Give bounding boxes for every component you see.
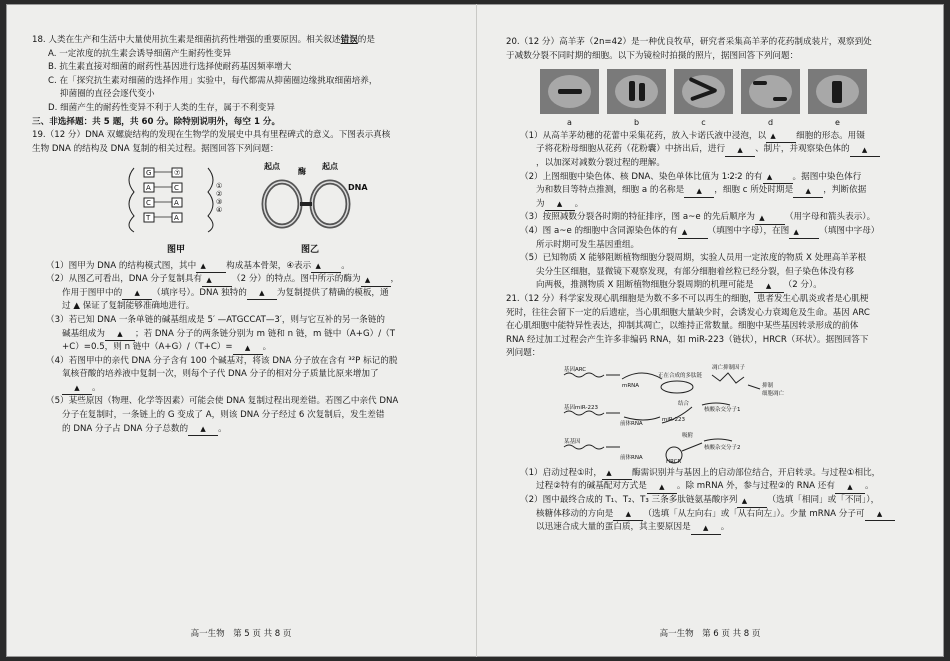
exam-sheet bbox=[6, 4, 944, 657]
q19-figures bbox=[116, 160, 462, 257]
q19-5-cont2: 的 DNA 分子占 DNA 分子总数的 ▲ 。 bbox=[32, 423, 462, 437]
q21-2: （2）图中最终合成的 T₁、T₂、T₃ 三条多肽链氨基酸序列 ▲ （选填「相同」或「不同」）， bbox=[506, 494, 922, 508]
page-left bbox=[6, 4, 476, 657]
figure-a-label: 图甲 bbox=[166, 244, 185, 255]
svg-text:细胞凋亡: 细胞凋亡 bbox=[762, 390, 785, 397]
svg-text:mRNA: mRNA bbox=[622, 382, 640, 389]
q20-1-cont: 子将花粉母细胞从花药（花粉囊）中挤出后，进行 ▲ 、制片，并观察染色体的 ▲ bbox=[506, 143, 922, 157]
page-footer-left: 高一生物 第 5 页 共 8 页 bbox=[190, 629, 292, 639]
q18-option-c: C. 在「探究抗生素对细菌的选择作用」实验中，每代都需从抑菌圈边缘挑取细菌培养， bbox=[48, 75, 378, 86]
svg-text:凋亡抑制因子: 凋亡抑制因子 bbox=[712, 364, 746, 371]
svg-text:T: T bbox=[146, 214, 151, 223]
q19-1: （1）图甲为 DNA 的结构模式图，其中 ▲ 构成基本骨架，④表示 ▲ 。 bbox=[32, 260, 462, 274]
q20-stem: 20.（12 分）高羊茅（2n=42）是一种优良牧草，研究者采集高羊茅的花药制成装片，观察到处 bbox=[506, 37, 872, 47]
q20-4-cont: 所示时期可发生基因重组。 bbox=[536, 239, 640, 250]
dna-replication-diagram bbox=[250, 160, 370, 238]
q20-2-cont2: 为 ▲ 。 bbox=[506, 198, 922, 212]
q19-4-cont2: ▲ 。 bbox=[32, 382, 462, 396]
q20-1: （1）从高羊茅幼穗的花蕾中采集花药，放入卡诺氏液中浸泡，以 ▲ 细胞的形态。用镊 bbox=[506, 130, 922, 144]
svg-text:A: A bbox=[146, 184, 151, 193]
q21-stem-4: RNA 经过加工过程会产生许多非编码 RNA，如 miR-223（链状），HRCR（环状）。据图回答下 bbox=[506, 334, 869, 345]
figure-b-label: 图乙 bbox=[300, 244, 319, 255]
q19-2-cont: 作用于图甲中的 ▲ （填序号）。DNA 独特的 ▲ 为复制提供了精确的模板，通 bbox=[32, 287, 462, 301]
svg-text:起点: 起点 bbox=[322, 162, 338, 172]
page-footer-right: 高一生物 第 6 页 共 8 页 bbox=[659, 629, 761, 639]
svg-text:结合: 结合 bbox=[678, 400, 690, 407]
q20-1-cont2: ，以加深对减数分裂过程的理解。 bbox=[536, 157, 665, 168]
micrograph-b bbox=[607, 69, 666, 114]
svg-text:④: ④ bbox=[216, 206, 223, 215]
q21-1-cont: 过程②特有的碱基配对方式是 ▲ 。除 mRNA 外，参与过程②的 RNA 还有 ▲ 。 bbox=[506, 480, 922, 494]
q20-2-cont: 为和数目等特点推测，细胞 a 的名称是 ▲ ，细胞 c 所处时期是 ▲ ，判断依据 bbox=[506, 184, 922, 198]
q20-5: （5）已知物质 X 能够阻断植物细胞分裂周期，实验人员用一定浓度的物质 X 处理高羊茅根 bbox=[520, 253, 867, 264]
q19-3: （3）若已知 DNA 一条单链的碱基组成是 5′ —ATGCCAT—3′，则与它互补的另一条链的 bbox=[46, 314, 385, 325]
svg-text:②: ② bbox=[216, 190, 223, 199]
q19-3-cont2: +C）=0.5，则 n 链中（A+G）/（T+C）= ▲ 。 bbox=[32, 341, 462, 355]
q21-2-cont: 核糖体移动的方向是 ▲ （选填「从左向右」或「从右向左」）。少量 mRNA 分子可 ▲ bbox=[506, 508, 922, 522]
micrograph-e bbox=[808, 69, 867, 114]
micrograph-row bbox=[540, 69, 922, 114]
svg-text:吸附: 吸附 bbox=[682, 432, 694, 439]
svg-text:核酸杂交分子2: 核酸杂交分子2 bbox=[704, 444, 741, 451]
q19-5: （5）某些原因（物理、化学等因素）可能会使 DNA 复制过程出现差错。若图乙中亲代 DNA bbox=[46, 396, 399, 407]
q20-5-cont: 尖分生区细胞，显微镜下观察发现，有部分细胞着丝粒已经分裂，但子染色体没有移 bbox=[536, 266, 854, 277]
svg-text:A: A bbox=[174, 214, 179, 223]
q18-option-b: B. 抗生素直接对细菌的耐药性基因进行选择使耐药基因频率增大 bbox=[48, 62, 292, 73]
q21-1: （1）启动过程①时， ▲ 酶需识别并与基因上的启动部位结合，开启转录。与过程①相比， bbox=[506, 467, 922, 481]
svg-text:A: A bbox=[174, 199, 179, 208]
svg-text:酶: 酶 bbox=[298, 167, 306, 177]
q21-2-cont2: 以迅速合成大量的蛋白质，其主要原因是 ▲ 。 bbox=[506, 521, 922, 535]
section-3-heading: 三、非选择题：共 5 题，共 60 分。除特别说明外，每空 1 分。 bbox=[32, 116, 281, 127]
micrograph-a bbox=[540, 69, 599, 114]
svg-text:前体RNA: 前体RNA bbox=[620, 420, 643, 427]
q19-4-cont: 氧核苷酸的培养液中复制一次，则每个子代 DNA 分子的相对分子质量比原来增加了 bbox=[62, 369, 379, 380]
svg-text:DNA: DNA bbox=[348, 183, 368, 193]
q20-stem-cont: 于减数分裂不同时期的细胞。以下为镜检时拍摄的照片，据图回答下列问题： bbox=[506, 50, 799, 61]
q18-stem: 18. 人类在生产和生活中大量使用抗生素是细菌抗药性增强的重要原因。相关叙述错误的是 bbox=[32, 35, 375, 45]
q19-4: （4）若图甲中的亲代 DNA 分子含有 100 个碱基对，将该 DNA 分子放在含有 ³²P 标记的脱 bbox=[46, 355, 398, 366]
micrograph-labels: a b c d e bbox=[567, 118, 840, 128]
svg-text:起点: 起点 bbox=[264, 162, 280, 172]
q18-option-a: A. 一定浓度的抗生素会诱导细菌产生耐药性变异 bbox=[48, 48, 232, 59]
gene-regulation-diagram bbox=[562, 363, 792, 467]
svg-text:HRCR: HRCR bbox=[666, 458, 682, 465]
q19-2-cont2: 过 ▲ 保证了复制能够准确地进行。 bbox=[62, 301, 195, 312]
svg-text:⑦: ⑦ bbox=[174, 169, 181, 178]
dna-structure-diagram bbox=[116, 160, 236, 238]
q19-3-cont: 碱基组成为 ▲ ；若 DNA 分子的两条链分别为 m 链和 n 链，m 链中（A+G）/（T bbox=[32, 328, 462, 342]
svg-text:①: ① bbox=[216, 182, 223, 191]
q20-3: （3）按照减数分裂各时期的特征排序，图 a~e 的先后顺序为 ▲ （用字母和箭头表示）。 bbox=[506, 211, 922, 225]
svg-text:基因ARC: 基因ARC bbox=[564, 366, 587, 373]
q20-4: （4）图 a~e 的细胞中含同源染色体的有 ▲ （填图中字母），在图 ▲ （填图中字母） bbox=[506, 225, 922, 239]
svg-text:G: G bbox=[146, 169, 152, 178]
q18-option-d: D. 细菌产生的耐药性变异不利于人类的生存，属于不利变异 bbox=[48, 102, 275, 113]
page-right bbox=[476, 4, 944, 657]
q19-5-cont: 分子在复制时，一条链上的 G 变成了 A，则该 DNA 分子经过 6 次复制后，发生差错 bbox=[62, 410, 385, 421]
q20-2: （2）上图细胞中染色体、核 DNA、染色单体比值为 1∶2∶2 的有 ▲ 。据图中染色体行 bbox=[506, 171, 922, 185]
q21-stem-3: 在心肌细胞中能特异性表达，抑制其凋亡，以维持正常数量。细胞中某些基因转录形成的前体 bbox=[506, 321, 859, 332]
svg-text:前体RNA: 前体RNA bbox=[620, 454, 643, 461]
svg-text:某基因: 某基因 bbox=[564, 438, 581, 445]
svg-text:抑制: 抑制 bbox=[762, 382, 774, 389]
svg-text:miR-223: miR-223 bbox=[662, 416, 685, 423]
svg-text:核酸杂交分子1: 核酸杂交分子1 bbox=[704, 406, 741, 413]
svg-text:C: C bbox=[146, 199, 151, 208]
svg-text:③: ③ bbox=[216, 198, 223, 207]
q19-2: （2）从图乙可看出，DNA 分子复制具有 ▲ （2 分）的特点。图中所示的酶为 ▲ ， bbox=[32, 273, 462, 287]
q21-stem-2: 死时，往往会留下一定的后遗症，当心肌细胞大量缺少时，会诱发心力衰竭危及生命。基因 ARC bbox=[506, 307, 870, 318]
q19-stem: 19.（12 分）DNA 双螺旋结构的发现在生物学的发展史中具有里程碑式的意义。下图表示真核 bbox=[32, 130, 391, 141]
svg-text:C: C bbox=[174, 184, 179, 193]
svg-text:正在合成的多肽链: 正在合成的多肽链 bbox=[658, 372, 703, 379]
q20-5-cont2: 向两极，推测物质 X 阻断植物细胞分裂周期的机理可能是 ▲ （2 分）。 bbox=[506, 279, 922, 293]
q21-stem: 21.（12 分）科学家发现心肌细胞是为数不多不可以再生的细胞，患者发生心肌炎或者是心肌梗 bbox=[506, 293, 869, 304]
micrograph-d bbox=[741, 69, 800, 114]
q21-stem-5: 列问题： bbox=[506, 348, 541, 359]
svg-text:基因miR-223: 基因miR-223 bbox=[564, 404, 598, 411]
q18-option-c-cont: 抑菌圈的直径会逐代变小 bbox=[60, 89, 155, 100]
q19-stem-cont: 生物 DNA 的结构及 DNA 复制的相关过程。据图回答下列问题： bbox=[32, 143, 279, 154]
micrograph-c bbox=[674, 69, 733, 114]
